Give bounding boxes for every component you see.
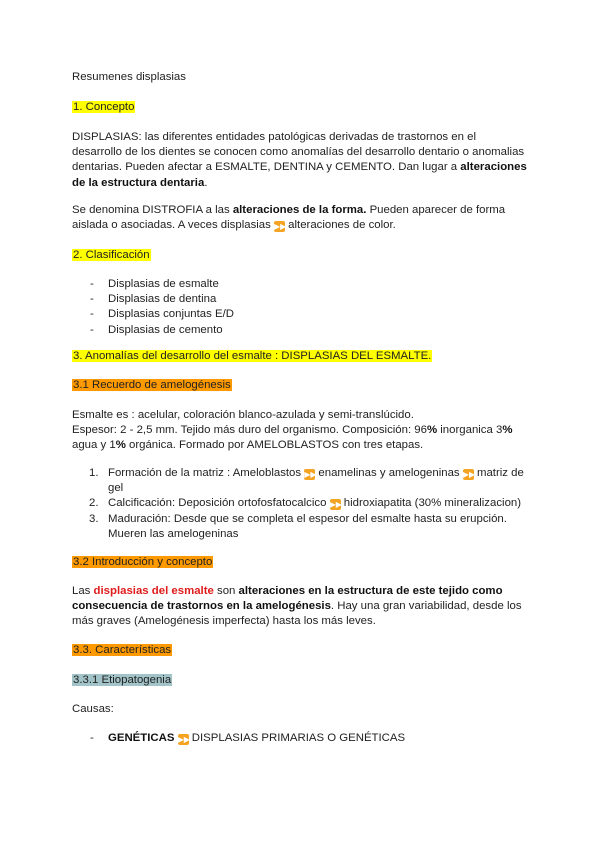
section-3-1-heading: 3.1 Recuerdo de amelogénesis	[73, 379, 231, 391]
section-3-heading: 3. Anomalías del desarrollo del esmalte : DISPLASIAS DEL ESMALTE.	[73, 350, 432, 362]
clasificacion-list	[72, 277, 528, 338]
section-3-3-1-heading: 3.3.1 Etiopatogenia	[73, 674, 172, 686]
list-item: - Displasias conjuntas E/D	[72, 307, 528, 322]
section-3-2-heading: 3.2 Introducción y concepto	[73, 556, 213, 568]
section-3-3-heading: 3.3. Características	[73, 644, 172, 656]
document-title: Resumenes displasias	[72, 71, 186, 83]
causas-label: Causas:	[72, 703, 114, 715]
concepto-paragraph: DISPLASIAS: las diferentes entidades patológicas derivadas de trastornos en el desarrollo de los dientes se conocen como anomalías del desarrollo dentario o anomalias dentarias. Pueden afectar a ESMALTE, DENTINA y CEMENTO. Dan lugar a alteraciones de la estructura dentaria.	[72, 131, 527, 189]
fast-forward-icon: ▶▶	[304, 470, 317, 479]
section-2-heading: 2. Clasificación	[73, 249, 150, 261]
list-item: 1. Formación de la matriz : Ameloblastos ▶▶ enamelinas y amelogeninas ▶▶ matriz de gel	[89, 467, 524, 495]
list-item: - Displasias de esmalte	[72, 277, 528, 292]
fast-forward-icon: ▶▶	[177, 735, 190, 744]
list-item: 2. Calcificación: Deposición ortofosfatocalcico ▶▶ hidroxiapatita (30% mineralizacion)	[89, 497, 522, 510]
section-1-heading: 1. Concepto	[73, 101, 135, 113]
fast-forward-icon: ▶▶	[274, 222, 287, 232]
distrofia-paragraph: Se denomina DISTROFIA a las alteraciones de la forma. Pueden aparecer de forma aislada o asociadas. A veces displasias ▶▶ alteraciones de color.	[72, 204, 506, 232]
list-item: - GENÉTICAS ▶▶ DISPLASIAS PRIMARIAS O GENÉTICAS	[72, 731, 528, 746]
list-item: 3. Maduración: Desde que se completa el espesor del esmalte hasta su erupción. Mueren las amelogeninas	[89, 512, 507, 540]
causas-list	[72, 731, 528, 746]
list-item: - Displasias de cemento	[72, 323, 528, 338]
list-item: - Displasias de dentina	[72, 292, 528, 307]
fast-forward-icon: ▶▶	[329, 500, 342, 510]
fast-forward-icon: ▶▶	[462, 470, 476, 479]
introduccion-paragraph: Las displasias del esmalte son alteraciones en la estructura de este tejido como consecuencia de trastornos en la amelogénesis. Hay una gran variabilidad, desde los más graves (Amelogénesis imperfecta) hasta los más leves.	[72, 585, 522, 628]
amelogenesis-paragraph: Esmalte es : acelular, coloración blanco-azulada y semi-translúcido. Espesor: 2 - 2,5 mm. Tejido más duro del organismo. Composición: 96% inorganica 3% agua y 1% orgánica. Formado por AMELOBLASTOS con tres etapas.	[72, 409, 513, 452]
amelogenesis-steps-list	[72, 466, 528, 542]
